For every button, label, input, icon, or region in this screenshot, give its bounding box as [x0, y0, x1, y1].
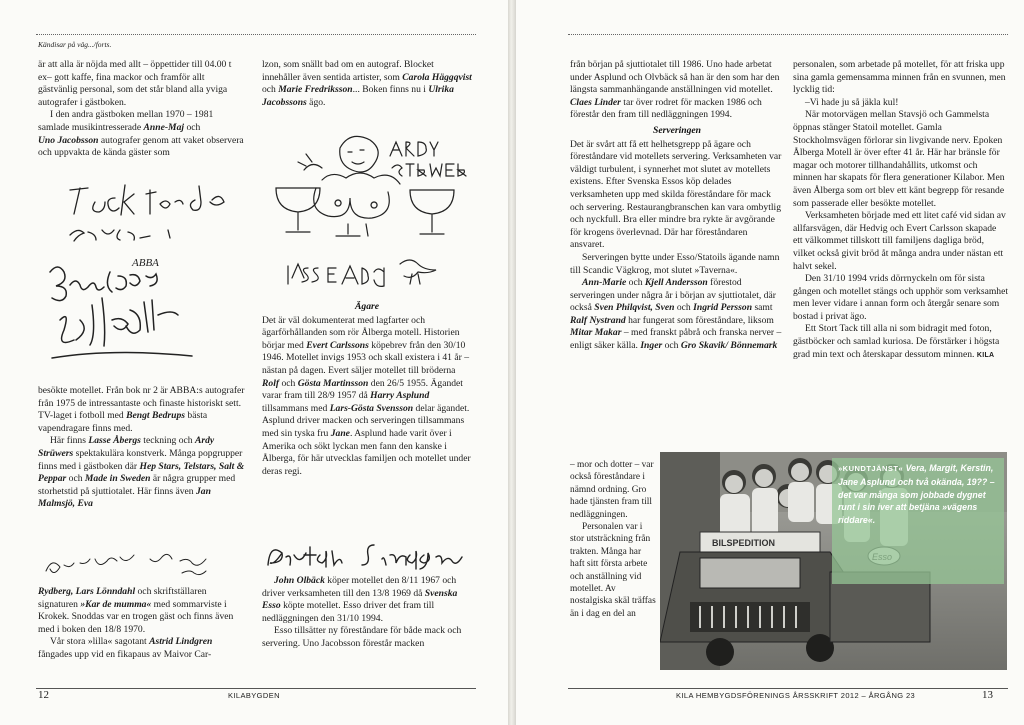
paragraph: Ann-Marie och Kjell Andersson förestod serveringen under några år i början av sjuttiotalet, där också Sven Philqvist, Sven och Ingrid Persson samt Ralf Nystrand har fungerat som föreståndare, liksom Mitar Makar – med franskt påbrå och franska nerver – enligt säker källa. Inger och Gro Skavik/ Bönnemark	[570, 277, 782, 352]
left-column-2-bottom	[262, 575, 472, 651]
guestbook-drawing-image	[262, 128, 474, 298]
paragraph: När motorvägen mellan Stavsjö och Gammelsta öppnas stänger Statoil motellet. Gamla Stockholmsvägen förlorar sin livgivande nerv. Epoken Ålberga Motell är över efter 41 år. Här har bränsle för magar och motorer tillhandahållits, utkomst och minnen har skapats för flera generationer Kilabor. Men även Ålberga som ort blev ett känt begrepp för resande som passerade eller besökte motellet.	[793, 109, 1005, 209]
signature-abba-text: ABBA	[132, 257, 159, 269]
paragraph: Det är svårt att få ett helhetsgrepp på ägare och föreståndare vid motellets servering. Verksamheten var väldigt turbulent, i synnerhet mot slutet av motellets existens. Efter Svenska Essos köp delades verksamheten upp med skilda föreståndare för mack och servering. Restaurangbranschen kan vara ombytlig och nyckfull. Bra eller mindre bra rykte är avgörande för krogens överlevnad. Där har föreståndaren ansvaret.	[570, 138, 782, 251]
paragraph: lzon, som snällt bad om en autograf. Blocket innehåller även sentida artister, som Carola Häggqvist och Marie Fredriksson... Boken finns nu i Ulrika Jacobssons ägo.	[262, 59, 472, 108]
right-column-1-narrow	[570, 459, 656, 620]
paragraph: personalen, som arbetade på motellet, för att friska upp sina gamla gemensamma minnen från en svunnen, men lycklig tid:	[793, 59, 1006, 96]
section-heading-serveringen: Serveringen	[653, 124, 701, 136]
left-column-1-middle	[38, 385, 248, 511]
left-column-1-top	[38, 59, 244, 160]
paragraph: John Olbäck köper motellet den 8/11 1967 och driver verksamheten till den 13/8 1969 då Svenska Esso köpte motellet. Esso driver det fram till nedläggningen den 31/10 1994.	[262, 575, 458, 624]
paragraph: Här finns Lasse Åbergs teckning och Ardy Strüwers spektakulära konstverk. Många popgrupper finns med i gästboken där Hep Stars, Telstars, Salt & Peppar och Made in Sweden är några grupper med storhetstid på sjuttiotalet. Här finns även Jan Malmsjö, Eva	[38, 435, 245, 510]
bottom-rule-right	[568, 688, 1008, 689]
paragraph: Det är väl dokumenterat med lagfarter och ägarförhållanden som rör Ålberga motell. Historien börjar med Evert Carlssons köpebrev från den 30/10 1946. Motellet invigs 1953 och skall existera i 41 år – nästan på dagen. Evert säljer motellet till bröderna Rolf och Gösta Martinsson den 26/5 1955. Ägandet varar fram till 28/9 1957 då Harry Asplund tillsammans med Lars-Gösta Svensson delar ägandet. Asplund driver macken och serveringen tillsammans med sin tyska fru Jane. Asplund hade varit över i Amerika och sökt lyckan men fann den kanske i Ålberga, för här utvecklas familjen och motellet under deras regi.	[262, 314, 471, 477]
paragraph: Serveringen bytte under Esso/Statoils ägande namn till Scandic Vägkrog, mot slutet »Taverna«.	[570, 251, 780, 276]
paragraph: – mor och dotter – var också föreståndare i nämnd ordning. Gro hade tjänsten fram till nedläggningen.	[570, 460, 654, 520]
paragraph: Ett Stort Tack till alla ni som bidragit med foton, gästböcker och samlad kuriosa. De förstärker i högsta grad min text och återskapar dessutom minnen. KILA	[793, 323, 1000, 360]
page-number-right: 13	[982, 689, 993, 701]
paragraph: från början på sjuttiotalet till 1986. Uno hade arbetat under Asplund och Olvbäck så han är den som har den längsta sammanhängande anställningen vid motellet. Claes Linder tar över rodret för macken 1986 och förestår den fram till nedläggningen 1994.	[570, 59, 780, 121]
left-column-1-bottom	[38, 586, 248, 662]
photo-caption-label: »KUNDTJÄNST«	[838, 464, 904, 473]
top-rule-right	[568, 34, 1008, 35]
paragraph: Den 31/10 1994 vrids dörrnyckeln om för sista gången och motellet stängs och upphör som verksamhet men lever vidare i annan form och återgår senare som bostad i privat ägo.	[793, 273, 1009, 322]
right-column-2	[793, 59, 1008, 362]
photo-caption	[832, 458, 1004, 584]
truck-sign-text: BILSPEDITION	[712, 538, 776, 548]
paragraph: I den andra gästboken mellan 1970 – 1981 samlade musikintresserade Anne-Maj och Uno Jacobsson autografer genom att vaket observera och uppvakta de kända gäster som	[38, 109, 244, 159]
bottom-rule-left	[36, 688, 476, 689]
paragraph: Esso tillsätter ny föreståndare för både mack och servering. Uno Jacobsson förestår macken	[262, 625, 462, 649]
quote: –Vi hade ju så jäkla kul!	[805, 96, 899, 108]
guestbook-signatures-image	[40, 180, 250, 380]
signature-astrid-lindgren	[264, 535, 472, 575]
signature-bottom-left	[40, 545, 250, 585]
paragraph: besökte motellet. Från bok nr 2 är ABBA:s autografer från 1975 de intressantaste och finaste historiskt sett. TV-laget i fotboll med Bengt Bedrups bästa vapendragare finns med.	[38, 385, 245, 434]
paragraph: Vår stora »lilla« sagotant Astrid Lindgren fångades upp vid en fikapaus av Maivor Car-	[38, 636, 213, 660]
paragraph: Rydberg, Lars Lönndahl och skriftställaren signaturen »Kar de mumma« med sommarviste i Krokek. Snoddas var en trogen gäst och finns även med i boken den 18/8 1970.	[38, 586, 234, 635]
footer-right-label: KILA HEMBYGDSFÖRENINGS ÅRSSKRIFT 2012 – ÅRGÅNG 23	[676, 691, 916, 700]
left-column-2-middle	[262, 298, 472, 478]
top-rule-left	[36, 34, 476, 35]
running-head: Kändisar på väg.../forts.	[38, 40, 112, 49]
paragraph: Verksamheten började med ett litet café vid sidan av allfarsvägen, där Hedvig och Evert Carlsson skapade ett välkommet tillskott till familjens dagliga bröd, vilket också givit bröd åt många andra under nästan ett halvt sekel.	[793, 210, 1006, 272]
paragraph: är att alla är nöjda med allt – öppettider till 04.00 t ex– gott kaffe, fina mackor och framför allt gästvänlig personal, som det står bland alla yviga autografer i gästboken.	[38, 59, 232, 108]
right-column-1-top	[570, 59, 784, 353]
paragraph: Personalen var i stor utsträckning från trakten. Många har haft sitt första arbete och anställning vid motellet. Av nostalgiska skäl träffas än i dag en del an	[570, 522, 656, 619]
page-number-left: 12	[38, 689, 49, 701]
page-gutter	[508, 0, 516, 725]
left-column-2-top	[262, 59, 472, 109]
footer-left-label: KILABYGDEN	[228, 691, 280, 700]
photo-caption-text: Vera, Margit, Kerstin, Jane Asplund och två okända, 19?? – det var många som jobbade dygnet runt i sin iver att betjäna »vägens riddare«.	[838, 463, 995, 526]
section-heading-agare: Ägare	[355, 301, 379, 312]
author-sign: KILA	[976, 351, 995, 359]
